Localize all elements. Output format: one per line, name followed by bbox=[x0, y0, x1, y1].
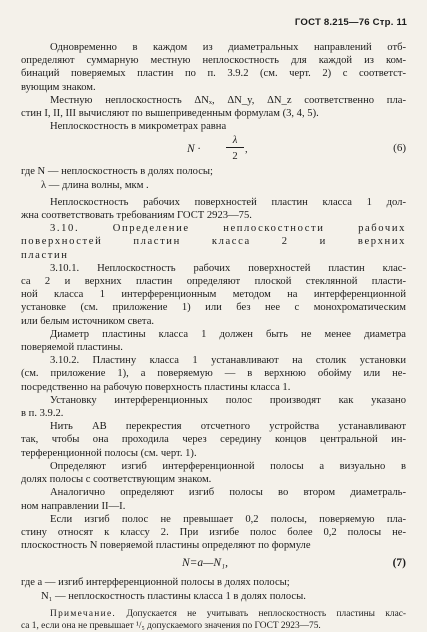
paragraph-line: Аналогично определяют изгиб полосы во втором диаметраль- bbox=[50, 487, 406, 499]
formula-text: N=a—N₁, bbox=[182, 557, 228, 570]
formula-6 bbox=[21, 134, 406, 164]
paragraph-line: посредственно на рабочую поверхность пластины класса 1. bbox=[21, 381, 291, 393]
paragraph-line: так, чтобы она проходила через середину концов центральной ин- bbox=[21, 434, 406, 446]
note-line bbox=[21, 608, 406, 620]
formula-fraction bbox=[226, 134, 244, 163]
formula-suffix: , bbox=[245, 144, 248, 156]
paragraph-line: Одновременно в каждом из диаметральных направлений отб- bbox=[50, 42, 406, 53]
paragraph-line: Если изгиб полос не превышает 0,2 полосы, поверяемую пла- bbox=[50, 513, 406, 525]
paragraph-line: определяют суммарную местную неплоскостность для каждой из ком- bbox=[21, 55, 406, 67]
paragraph-line: Неплоскостность в микрометрах равна bbox=[50, 121, 227, 133]
paragraph-line: Местную неплоскостность ΔNₓ, ΔN_y, ΔN_z соответственно пла- bbox=[50, 94, 406, 106]
formula-left: N · bbox=[187, 143, 201, 156]
note-line: са 1, если она не превышает ¹/₅ допускаемого значения по ГОСТ 2923—75. bbox=[21, 620, 321, 631]
section-heading-line: поверхностей пластин класса 2 и верхних bbox=[21, 236, 406, 248]
page-body bbox=[21, 41, 406, 632]
paragraph-line: в п. 3.9.2. bbox=[21, 408, 64, 420]
formula-number: (7) bbox=[392, 557, 406, 570]
paragraph-line: Диаметр пластины класса 1 должен быть не менее диаметра bbox=[50, 328, 406, 340]
paragraph-line: жна соответствовать требованиям ГОСТ 2923—75. bbox=[21, 210, 252, 222]
paragraph-line: поверяемой пластины. bbox=[21, 342, 123, 354]
paragraph-line: 3.10.2. Пластину класса 1 устанавливают на столик установки bbox=[50, 355, 406, 367]
formula-number: (6) bbox=[393, 142, 406, 155]
fraction-numerator: λ bbox=[232, 135, 238, 147]
paragraph-line: стин I, II, III вычисляют по вышеприведенным формулам (3, 4, 5). bbox=[21, 108, 319, 120]
formula-7 bbox=[21, 555, 406, 575]
where-line: λ — длина волны, мкм . bbox=[41, 179, 149, 191]
paragraph-line: Установку интерференционных полос производят как указано bbox=[50, 394, 406, 406]
paragraph-line: стину относят к классу 2. При изгибе полос более 0,2 полосы не- bbox=[21, 526, 406, 538]
paragraph-line: ном направлении II—I. bbox=[21, 500, 126, 512]
paragraph-line: вующим знаком. bbox=[21, 81, 96, 93]
where-line: где a — изгиб интерференционной полосы в долях полосы; bbox=[21, 577, 290, 589]
paragraph-line: плоскостность N поверяемой пластины определяют по формуле bbox=[21, 540, 311, 552]
page-header: ГОСТ 8.215—76 Стр. 11 bbox=[294, 17, 407, 28]
paragraph-line: бинаций поверяемых пластин по п. 3.9.2 (см. черт. 2) с соответст- bbox=[21, 68, 406, 80]
paragraph-line: долях полосы с соответствующим знаком. bbox=[21, 474, 212, 486]
paragraph-line: Нить AB перекрестия отсчетного устройства устанавливают bbox=[50, 421, 406, 433]
paragraph-line: 3.10.1. Неплоскостность рабочих поверхностей пластин клас- bbox=[50, 262, 406, 274]
where-line: где N — неплоскостность в долях полосы; bbox=[21, 166, 213, 178]
fraction-denominator: 2 bbox=[232, 151, 238, 163]
paragraph-line: терференционной полосы (см. черт. 1). bbox=[21, 447, 197, 459]
paragraph-line: установке (см. приложение 1) или без нее с монохроматическим bbox=[21, 302, 406, 314]
note-label: Примечание. bbox=[50, 608, 117, 619]
paragraph-line: или белым источником света. bbox=[21, 315, 155, 327]
note bbox=[21, 608, 406, 632]
paragraph-line: Определяют изгиб интерференционной полосы a визуально в bbox=[50, 460, 406, 472]
fraction-bar bbox=[226, 147, 244, 148]
paragraph-line: ной класса 1 интерференционным методом на интерференционной bbox=[21, 289, 406, 301]
paragraph-line: Неплоскостность рабочих поверхностей пластин класса 1 дол- bbox=[50, 196, 406, 208]
paragraph-line: са 2 и верхних пластин определяют плоской стеклянной пласти- bbox=[21, 276, 406, 288]
where-line: N₁ — неплоскостность пластины класса 1 в долях полосы. bbox=[41, 590, 306, 602]
section-heading-line: пластин bbox=[21, 249, 69, 261]
section-heading-line: 3.10. Определение неплоскостности рабочих bbox=[50, 223, 406, 235]
note-text: Допускается не учитывать неплоскостность пластины клас- bbox=[126, 608, 407, 619]
paragraph-line: (см. приложение 1), а поверяемую — в верхнюю обойму или не- bbox=[21, 368, 406, 380]
